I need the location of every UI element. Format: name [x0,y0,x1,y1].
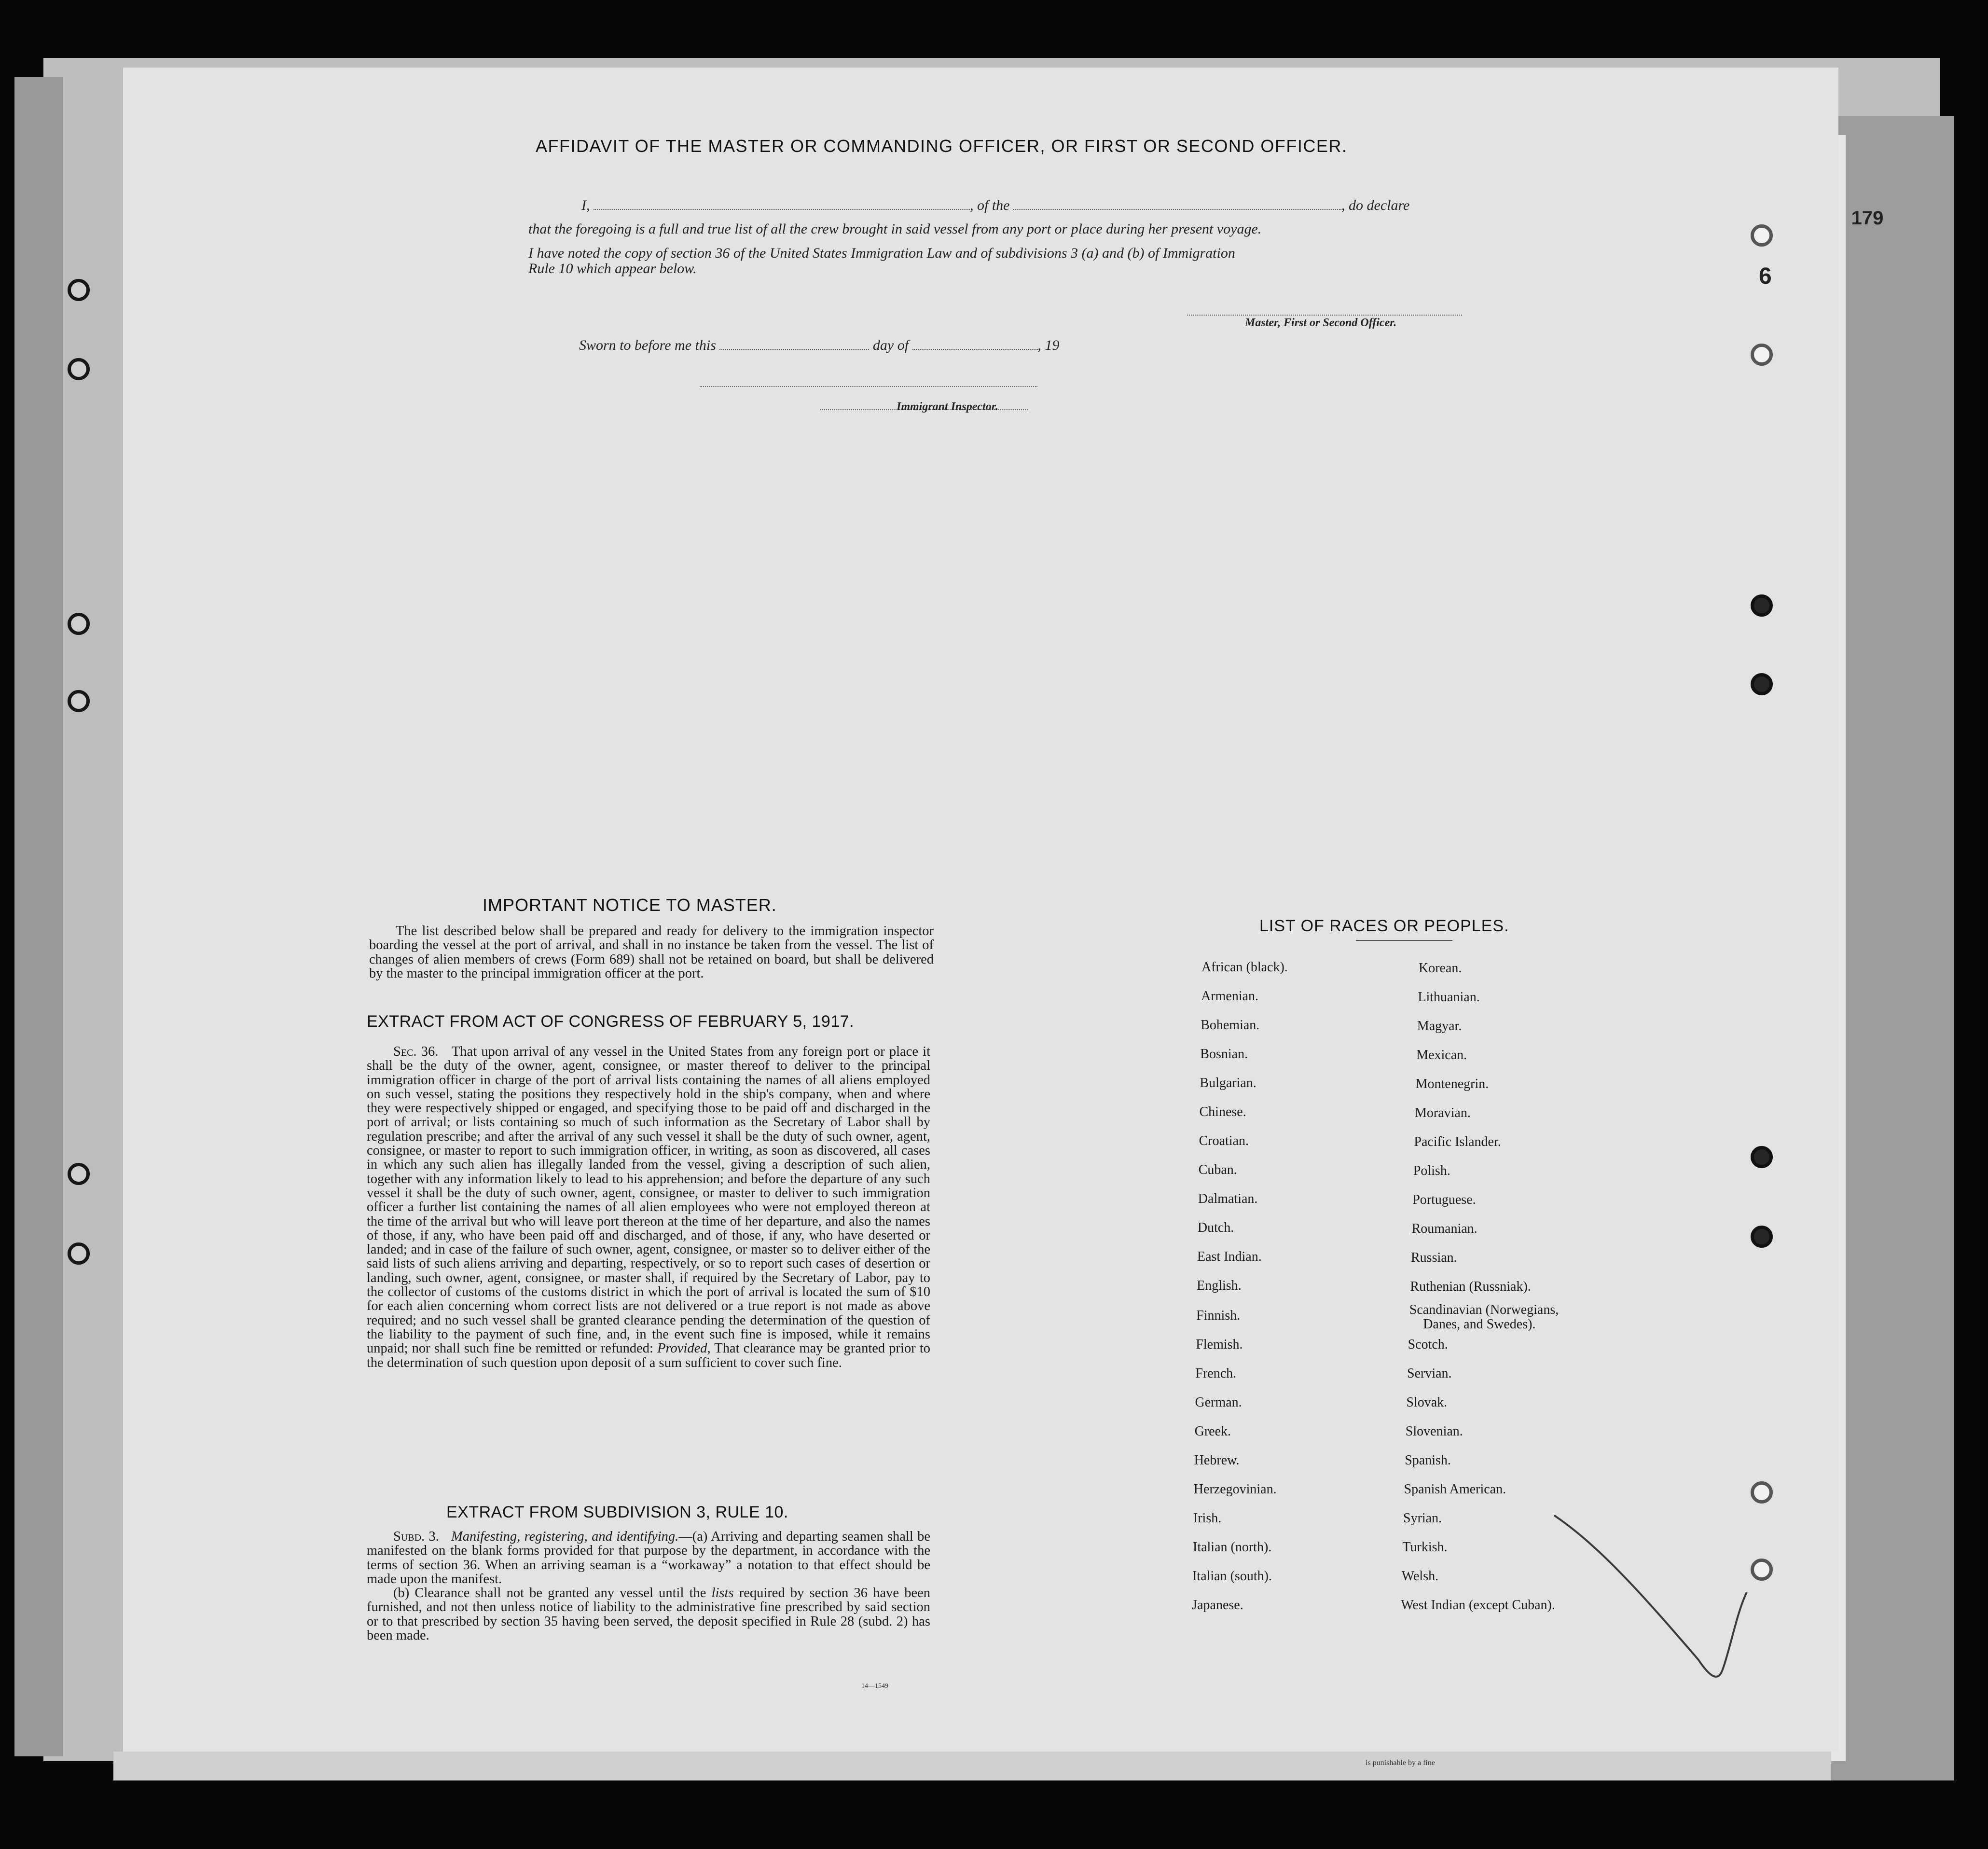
affidavit-declare: , do declare [1341,197,1410,213]
race-item: Herzegovinian. [1193,1482,1277,1497]
lower-page-edge [113,1752,1831,1780]
affidavit-title: AFFIDAVIT OF THE MASTER OR COMMANDING OFFICER, OR FIRST OR SECOND OFFICER. [536,136,1348,156]
race-item: Cuban. [1198,1162,1237,1177]
notice-title: IMPORTANT NOTICE TO MASTER. [483,895,777,915]
race-item: East Indian. [1197,1249,1262,1264]
race-item: Portuguese. [1412,1192,1476,1207]
sec-36-paragraph [367,1045,930,1370]
sec-36-text: That upon arrival of any vessel in the United States from any foreign port or place it shall be the duty of the owner, agent, consignee, or master thereof to deliver to the principal immigration officer in charge of the port of arrival lists containing the names of all aliens employed on such vessel, stating the positions they respectively hold in the ship's company, when and where they were respectively shipped or engaged, and specifying those to be paid off and discharged in the port of arrival; or lists containing so much of such information as the Secretary of Labor shall by regulation prescribe; and after the arrival of any such vessel it shall be the duty of such owner, agent, consignee, or master to report to such immigration officer, in writing, as soon as discovered, all cases in which any such alien has illegally landed from the vessel, giving a description of such alien, together with any information likely to lead to his apprehension; and before the departure of any such vessel it shall be the duty of such owner, agent, consignee, or master to deliver to such immigration officer a further list containing the names of all alien employees who were not employed thereon at the time of the arrival but who will leave port thereon at the time of her departure, and also the names of those, if any, who have been paid off and discharged, and of those, if any, who have deserted or landed; and in case of the failure of such owner, agent, consignee, or master so to deliver either of the said lists of such aliens arriving and departing, respectively, or so to report such cases of desertion or landing, such owner, agent, consignee, or master shall, if required by the Secretary of Labor, pay to the collector of customs of the customs district in which the port of arrival is located the sum of $10 for each alien concerning whom correct lists are not delivered or a true report is not made as above required; and no such vessel shall be granted clearance pending the determination of the question of the liability to the payment of such fine, and, in the event such fine is imposed, while it remains unpaid; nor shall such fine be remitted or refunded: [367,1044,930,1356]
left-binder-strip [14,77,63,1756]
race-item: Pacific Islander. [1414,1134,1501,1149]
race-item: Magyar. [1417,1019,1462,1034]
subd-title: Manifesting, registering, and identifying. [451,1529,679,1544]
master-signature-line[interactable] [1187,315,1462,316]
extract-act-title: EXTRACT FROM ACT OF CONGRESS OF FEBRUARY 5, 1917. [367,1012,855,1031]
inspector-signature-label: Immigrant Inspector. [897,400,998,413]
vessel-blank[interactable] [1013,195,1341,210]
race-item: Slovenian. [1405,1424,1463,1439]
binder-hole-icon [68,613,90,635]
document-page [123,68,1838,1752]
affidavit-line-4: Rule 10 which appear below. [528,261,697,276]
race-item: Dalmatian. [1198,1191,1258,1206]
race-item: Bosnian. [1200,1047,1248,1062]
race-item: Russian. [1411,1250,1457,1265]
sworn-day-blank[interactable] [719,335,869,350]
binder-hole-icon [68,358,90,380]
sworn-year: , 19 [1037,337,1060,353]
race-item: Greek. [1194,1424,1231,1439]
sec-label: Sec. 36. [393,1044,439,1059]
page-hole-icon [1751,673,1773,695]
races-title-underline [1356,940,1452,941]
sworn-line [579,335,1060,354]
race-item: Servian. [1407,1366,1452,1381]
extract-rule-title: EXTRACT FROM SUBDIVISION 3, RULE 10. [446,1503,788,1521]
race-item: Korean. [1419,961,1462,976]
race-item: Dutch. [1197,1220,1234,1235]
subd-label: Subd. 3. [393,1529,439,1544]
race-item: Croatian. [1199,1133,1249,1148]
name-blank[interactable] [594,195,970,210]
margin-number: 6 [1759,263,1772,289]
race-item: Welsh. [1401,1569,1439,1584]
page-hole-icon [1751,1146,1773,1168]
page-hole-icon [1751,1226,1773,1248]
race-item: Chinese. [1199,1104,1246,1119]
race-item: Irish. [1193,1511,1222,1526]
subd-a-paragraph [367,1530,930,1586]
race-item: Danes, and Swedes). [1423,1317,1536,1332]
race-item: West Indian (except Cuban). [1401,1598,1555,1613]
race-item: Moravian. [1415,1105,1471,1120]
race-item: English. [1197,1278,1242,1293]
race-item: African (black). [1201,960,1288,975]
race-item: Italian (north). [1193,1540,1272,1555]
provided-word: Provided, [657,1341,711,1356]
race-item: Scandinavian (Norwegians, [1409,1302,1559,1317]
race-item: Bohemian. [1201,1018,1260,1033]
race-item: Spanish. [1405,1453,1451,1468]
extract-rule-text [367,1530,930,1642]
binder-hole-icon [68,1163,90,1185]
extract-act-text [367,1045,930,1370]
footer-text: is punishable by a fine [1366,1759,1435,1767]
notice-paragraph: The list described below shall be prepared and ready for delivery to the immigration inspector boarding the vessel at the port of arrival, and shall in no instance be taken from the vessel. The list of changes of alien members of crews (Form 689) shall not be retained on board, but shall be delivered by the master to the principal immigration officer at the port. [369,924,934,981]
race-item: Ruthenian (Russniak). [1410,1279,1531,1294]
subd-b-end: required by section 36 have been furnished, and not then unless notice of liability to the administrative fine prescribed by said section or to that prescribed by section 35 having been served, the deposit specified in Rule 28 (subd. 2) has been made. [367,1586,931,1643]
race-item: Polish. [1413,1163,1450,1178]
race-item: Italian (south). [1192,1569,1272,1584]
race-item: Montenegrin. [1415,1076,1489,1091]
race-item: Hebrew. [1194,1453,1240,1468]
binder-hole-icon [68,690,90,712]
subd-b-paragraph [367,1586,930,1642]
race-item: Spanish American. [1404,1482,1506,1497]
race-item: Bulgarian. [1200,1076,1256,1090]
page-hole-icon [1751,1481,1773,1504]
page-hole-icon [1751,344,1773,366]
races-title: LIST OF RACES OR PEOPLES. [1259,917,1509,935]
sworn-month-blank[interactable] [912,335,1038,350]
page-number: 179 [1851,207,1884,229]
race-item: Turkish. [1402,1540,1448,1555]
race-item: Roumanian. [1411,1221,1477,1236]
race-item: French. [1195,1366,1237,1381]
page-hole-icon [1751,594,1773,617]
race-item: Scotch. [1408,1337,1448,1352]
affidavit-line-2: that the foregoing is a full and true list of all the crew brought in said vessel from any port or place during her present voyage. [528,221,1262,237]
sworn-day-of: day of [872,337,909,353]
notice-text [369,924,934,980]
inspector-signature-line[interactable] [700,386,1037,387]
race-item: Japanese. [1192,1598,1243,1613]
form-number: 14—1549 [861,1683,888,1690]
master-signature-label: Master, First or Second Officer. [1245,317,1397,329]
page-hole-icon [1751,224,1773,247]
subd-a-text: —(a) Arriving and departing seamen shall be manifested on the blank forms provided for that purpose by the department, in accordance with the terms of section 36. When an arriving seaman is a “workaway” a notation to that effect should be made upon the manifest. [367,1529,931,1587]
race-item: Finnish. [1196,1308,1241,1323]
affidavit-i: I, [581,197,590,213]
race-item: Mexican. [1416,1048,1467,1062]
race-item: Armenian. [1201,989,1259,1004]
race-item: Slovak. [1406,1395,1448,1410]
race-item: Syrian. [1403,1511,1442,1526]
sworn-text: Sworn to before me this [579,337,716,353]
affidavit-line-3: I have noted the copy of section 36 of the United States Immigration Law and of subdivisions 3 (a) and (b) of Immigration [528,245,1235,261]
affidavit-of-the: , of the [970,197,1010,213]
subd-b-start: (b) Clearance shall not be granted any vessel until the [393,1586,706,1601]
race-item: Lithuanian. [1418,990,1480,1005]
sec-36-text-end: That clearance may be granted prior to the determination of such question upon deposit of a sum sufficient to cover such fine. [367,1341,931,1370]
affidavit-line-1 [581,195,1409,214]
pencil-mark-icon [1554,1515,1756,1708]
binder-hole-icon [68,1242,90,1265]
binder-hole-icon [68,279,90,301]
race-item: Flemish. [1196,1337,1243,1352]
race-item: German. [1195,1395,1242,1410]
lists-word: lists [711,1586,734,1601]
